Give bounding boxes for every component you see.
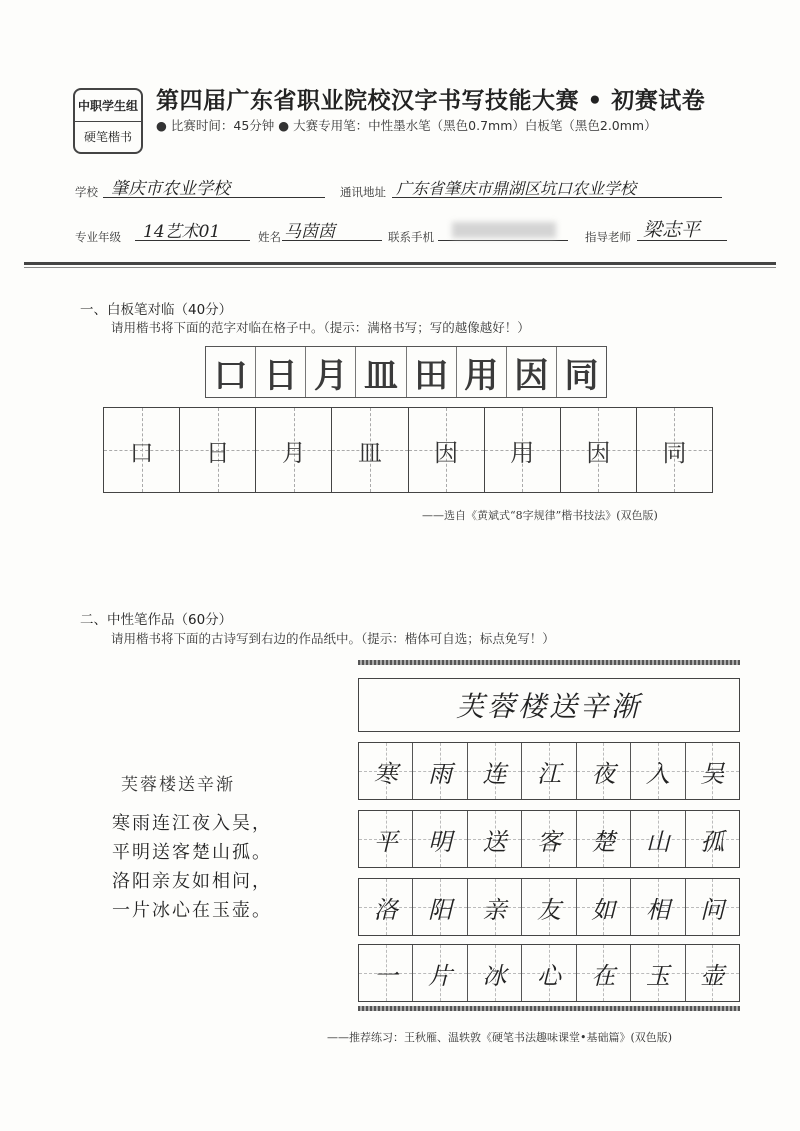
work-cell[interactable]	[413, 879, 467, 935]
page-title: 第四届广东省职业院校汉字书写技能大赛 • 初赛试卷	[156, 88, 706, 114]
section1-source: ——选自《黄斌式“8字规律”楷书技法》(双色版)	[422, 509, 658, 522]
written-char: 问	[700, 895, 725, 924]
written-char: 月	[281, 438, 306, 467]
section2-note: 请用楷书将下面的古诗写到右边的作品纸中。（提示：楷体可自选；标点免写！）	[111, 631, 555, 646]
written-char: 入	[645, 759, 670, 788]
work-cell[interactable]	[631, 945, 685, 1001]
work-cell[interactable]	[468, 945, 522, 1001]
address-value: 广东省肇庆市鼎湖区坑口农业学校	[396, 179, 637, 198]
work-cell[interactable]	[577, 945, 631, 1001]
work-cell[interactable]	[522, 879, 576, 935]
group-badge	[73, 88, 143, 154]
written-char: 连	[482, 759, 507, 788]
section1-note: 请用楷书将下面的范字对临在格子中。（提示：满格书写；写的越像越好！）	[111, 320, 530, 335]
written-char: 孤	[700, 827, 725, 856]
written-char: 寒	[373, 759, 398, 788]
badge-category-label: 硬笔楷书	[83, 130, 132, 145]
poem-title: 芙蓉楼送辛渐	[121, 775, 235, 795]
model-char: 皿	[356, 347, 406, 397]
written-char: 夜	[591, 759, 616, 788]
work-cell[interactable]	[413, 811, 467, 867]
written-char: 片	[428, 961, 453, 990]
teacher-field[interactable]	[637, 220, 727, 241]
written-char: 口	[129, 438, 154, 467]
practice-cell[interactable]	[637, 408, 712, 492]
page-subtitle: ● 比赛时间：45分钟 ● 大赛专用笔：中性墨水笔（黑色0.7mm）白板笔（黑色2.0mm）	[156, 118, 657, 133]
work-cell[interactable]	[631, 811, 685, 867]
phone-redaction	[452, 222, 556, 238]
work-cell[interactable]	[413, 945, 467, 1001]
work-paper-bottom-band	[358, 1006, 740, 1011]
written-char: 吴	[700, 759, 725, 788]
badge-group-label: 中职学生组	[75, 90, 141, 122]
model-char: 日	[256, 347, 306, 397]
work-cell[interactable]	[522, 811, 576, 867]
written-title[interactable]: 芙蓉楼送辛渐	[358, 678, 740, 732]
work-cell[interactable]	[686, 945, 739, 1001]
school-value: 肇庆市农业学校	[111, 179, 230, 199]
model-char: 口	[206, 347, 256, 397]
written-char: 如	[591, 895, 616, 924]
written-char: 同	[662, 438, 687, 467]
work-paper	[358, 660, 740, 1004]
work-cell[interactable]	[468, 811, 522, 867]
written-char: 相	[645, 895, 670, 924]
practice-cell[interactable]	[104, 408, 180, 492]
phone-label: 联系手机	[388, 230, 434, 244]
written-char: 一	[373, 961, 398, 990]
work-cell[interactable]	[577, 811, 631, 867]
header-divider-thin	[24, 267, 776, 268]
written-char: 送	[482, 827, 507, 856]
practice-cell[interactable]	[332, 408, 408, 492]
work-cell[interactable]	[522, 945, 576, 1001]
address-field[interactable]	[392, 177, 722, 198]
written-char: 日	[205, 438, 230, 467]
model-char: 同	[564, 355, 599, 396]
written-char: 玉	[645, 961, 670, 990]
model-char: 因	[507, 347, 557, 397]
name-value: 马茵茵	[284, 222, 335, 242]
work-paper-top-band	[358, 660, 740, 665]
section2-heading: 二、中性笔作品（60分）	[80, 612, 233, 628]
written-char: 在	[591, 961, 616, 990]
school-label: 学校	[75, 185, 98, 199]
school-field[interactable]	[103, 177, 325, 198]
written-char: 山	[645, 827, 670, 856]
written-char: 雨	[428, 759, 453, 788]
written-char: 明	[428, 827, 453, 856]
section1-heading: 一、白板笔对临（40分）	[80, 302, 233, 318]
work-cell[interactable]	[686, 879, 739, 935]
work-cell[interactable]	[577, 743, 631, 799]
work-cell[interactable]	[468, 743, 522, 799]
written-char: 因	[586, 438, 611, 467]
work-row	[358, 944, 740, 1002]
written-char: 冰	[482, 961, 507, 990]
written-char: 平	[373, 827, 398, 856]
work-cell[interactable]	[468, 879, 522, 935]
practice-cell[interactable]	[561, 408, 637, 492]
work-cell[interactable]	[577, 879, 631, 935]
name-field[interactable]	[282, 220, 382, 241]
written-char: 阳	[428, 895, 453, 924]
written-char: 江	[536, 759, 561, 788]
work-cell[interactable]	[359, 811, 413, 867]
practice-cell[interactable]	[485, 408, 561, 492]
work-cell[interactable]	[631, 743, 685, 799]
written-char: 友	[536, 895, 561, 924]
phone-field[interactable]	[438, 220, 568, 241]
written-char: 因	[434, 438, 459, 467]
written-char: 壶	[700, 961, 725, 990]
model-char: 用	[457, 347, 507, 397]
work-row	[358, 742, 740, 800]
work-cell[interactable]	[413, 743, 467, 799]
major-label: 专业年级	[75, 230, 121, 244]
address-label: 通讯地址	[340, 185, 386, 199]
model-char: 月	[306, 347, 356, 397]
major-value: 14艺术01	[143, 222, 221, 242]
work-cell[interactable]	[686, 743, 739, 799]
major-field[interactable]	[135, 220, 250, 241]
practice-cell[interactable]	[256, 408, 332, 492]
model-characters	[205, 346, 607, 398]
teacher-label: 指导老师	[585, 230, 631, 244]
work-row	[358, 878, 740, 936]
header-divider	[24, 262, 776, 265]
poem-line: 洛阳亲友如相问，	[112, 871, 272, 892]
work-cell[interactable]	[359, 879, 413, 935]
poem-line: 寒雨连江夜入吴，	[112, 813, 272, 834]
section2-source: ——推荐练习：王秋雁、温轶敦《硬笔书法趣味课堂•基础篇》(双色版)	[327, 1031, 673, 1044]
work-cell[interactable]	[631, 879, 685, 935]
practice-grid	[103, 407, 713, 493]
work-cell[interactable]	[359, 743, 413, 799]
written-char: 心	[536, 961, 561, 990]
written-char: 洛	[373, 895, 398, 924]
written-char: 皿	[357, 438, 382, 467]
work-cell[interactable]	[359, 945, 413, 1001]
work-cell[interactable]	[522, 743, 576, 799]
work-cell[interactable]	[686, 811, 739, 867]
written-char: 亲	[482, 895, 507, 924]
practice-cell[interactable]	[180, 408, 256, 492]
teacher-value: 梁志平	[643, 219, 701, 241]
name-label: 姓名	[258, 230, 281, 244]
practice-cell[interactable]	[409, 408, 485, 492]
poem-line: 平明送客楚山孤。	[112, 842, 272, 863]
model-char: 田	[407, 347, 457, 397]
written-char: 客	[536, 827, 561, 856]
written-char: 用	[510, 438, 535, 467]
poem-text	[112, 770, 272, 925]
poem-line: 一片冰心在玉壶。	[112, 900, 272, 921]
work-row	[358, 810, 740, 868]
written-char: 楚	[591, 827, 616, 856]
